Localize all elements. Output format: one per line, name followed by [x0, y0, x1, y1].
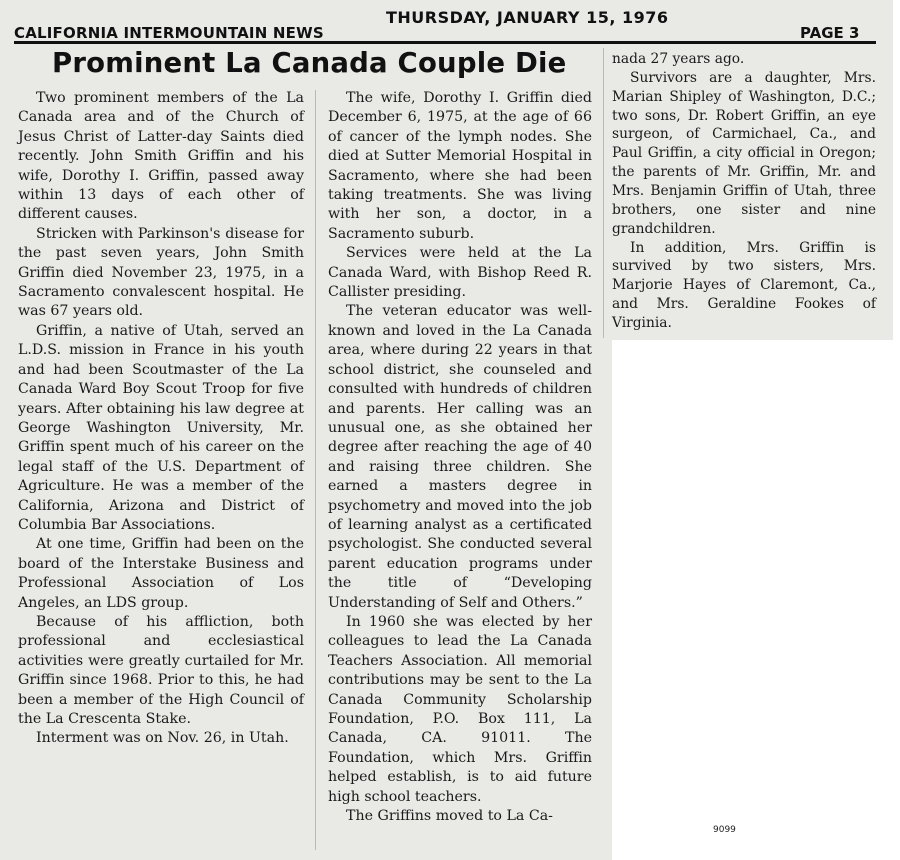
issue-date: THURSDAY, JANUARY 15, 1976	[386, 8, 669, 27]
paragraph: In 1960 she was elected by her colleagues to lead the La Canada Teachers Association. All memorial contributions may be sent to the La Canada Community Scholarship Foundation, P.O. Box 111, La Canada, CA. 91011. The Foundation, which Mrs. Griffin helped establish, is to aid future high school teachers.	[328, 613, 592, 805]
article-column-3	[612, 50, 876, 333]
article-column-1	[18, 89, 304, 749]
paper-name: CALIFORNIA INTERMOUNTAIN NEWS	[14, 24, 324, 42]
paragraph: The wife, Dorothy I. Griffin died December 6, 1975, at the age of 66 of cancer of the lymph nodes. She died at Sutter Memorial Hospital in Sacramento, where she had been taking treatments. She was living with her son, a doctor, in a Sacramento suburb.	[328, 90, 592, 242]
masthead	[8, 0, 890, 44]
paragraph: nada 27 years ago.	[612, 51, 745, 67]
article-headline: Prominent La Canada Couple Die	[52, 47, 567, 79]
paragraph: The veteran educator was well-known and loved in the La Canada area, where during 22 years in that school district, she counseled and consulted with hundreds of children and parents. Her calling was an unusual one, as she obtained her degree after reaching the age of 40 and raising three children. She earned a masters degree in psychometry and moved into the job of learning analyst as a certificated psychologist. She conducted several parent education programs under the title of “Developing Understanding of Self and Others.”	[328, 303, 592, 611]
article-column-2	[328, 89, 592, 826]
paragraph: In addition, Mrs. Griffin is survived by two sisters, Mrs. Marjorie Hayes of Claremont, Ca., and Mrs. Geraldine Fookes of Virginia.	[612, 239, 876, 332]
paragraph: Stricken with Parkinson's disease for the past seven years, John Smith Griffin died November 23, 1975, in a Sacramento convalescent hospital. He was 67 years old.	[18, 225, 304, 320]
paragraph: Because of his affliction, both professional and ecclesiastical activities were greatly curtailed for Mr. Griffin since 1968. Prior to this, he had been a member of the High Council of the La Crescenta Stake.	[18, 613, 304, 727]
masthead-rule	[14, 41, 876, 44]
archive-stamp: 9099	[713, 825, 736, 835]
paragraph: Interment was on Nov. 26, in Utah.	[36, 730, 289, 747]
paragraph: Services were held at the La Canada Ward, with Bishop Reed R. Callister presiding.	[328, 245, 592, 301]
paragraph: Survivors are a daughter, Mrs. Marian Shipley of Washington, D.C.; two sons, Dr. Robert Griffin, an eye surgeon, of Carmichael, Ca., and Paul Griffin, a city official in Oregon; the parents of Mr. Griffin, Mr. and Mrs. Benjamin Griffin of Utah, three brothers, one sister and nine grandchildren.	[612, 69, 876, 237]
paragraph: At one time, Griffin had been on the board of the Interstake Business and Professional Association of Los Angeles, an LDS group.	[18, 536, 304, 611]
column-divider	[603, 48, 604, 338]
paragraph: Griffin, a native of Utah, served an L.D.S. mission in France in his youth and had been Scoutmaster of the La Canada Ward Boy Scout Troop for five years. After obtaining his law degree at George Washington University, Mr. Griffin spent much of his career on the legal staff of the U.S. Department of Agriculture. He was a member of the California, Arizona and District of Columbia Bar Associations.	[18, 322, 304, 533]
page-number: PAGE 3	[800, 24, 860, 42]
paragraph: Two prominent members of the La Canada area and of the Church of Jesus Christ of Latter-day Saints died recently. John Smith Griffin and his wife, Dorothy I. Griffin, passed away within 13 days of each other of different causes.	[18, 90, 304, 223]
paragraph: The Griffins moved to La Ca-	[346, 808, 553, 825]
column-divider	[315, 90, 316, 850]
